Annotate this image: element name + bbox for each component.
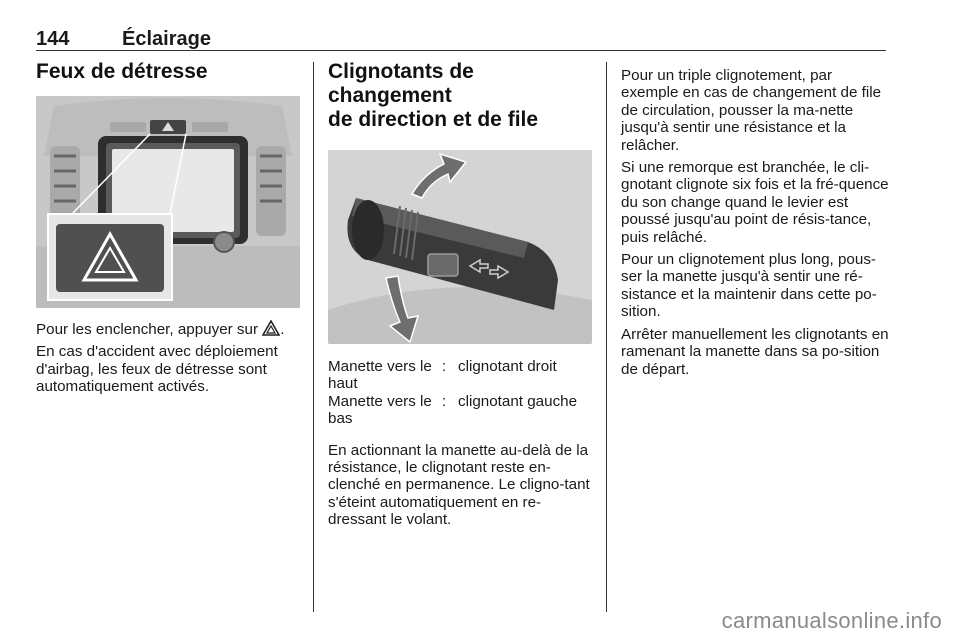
trailer-note: Si une remorque est branchée, le cli-gnotant clignote six fois et la fré-quence du son change quand le levier est poussé jusqu'au point de résis-tance, puis relâché. [621,159,889,246]
turn-signal-lever-illustration [328,150,592,344]
watermark: carmanualsonline.info [721,608,942,633]
lever-direction-list [328,358,592,428]
page-header [36,26,886,52]
column-divider-1 [313,62,314,612]
list-item: Manette vers le bas : clignotant gauche [328,392,578,428]
hazard-figure [36,96,300,308]
column-divider-2 [606,62,607,612]
middle-column [328,60,592,534]
hazard-airbag-note: En cas d'accident avec déploiement d'airbag, les feux de détresse sont automatiquement activés. [36,343,278,396]
turn-signal-permanent-note: En actionnant la manette au-delà de la résistance, le clignotant reste en-clenché en permanence. Le cligno-tant s'éteint automatiquement en re-dressant le volant. [328,441,590,529]
turn-signal-figure [328,150,592,344]
manual-stop-note: Arrêter manuellement les clignotants en ramenant la manette dans sa po-sition de départ. [621,325,889,378]
section-heading-hazard: Feux de détresse [36,60,208,83]
right-column [621,67,889,383]
section-heading-turn-signals: Clignotants de changement de direction et de file [328,60,539,131]
list-item: Manette vers le haut : clignotant droit [328,358,557,393]
long-flash-note: Pour un clignotement plus long, pous-ser la manette jusqu'à sentir une ré-sistance et la maintenir dans cette po-sition. [621,251,877,321]
hazard-instruction: Pour les enclencher, appuyer sur . [36,321,285,338]
header-divider [36,50,886,51]
chapter-title: Éclairage [122,28,211,50]
hazard-dashboard-illustration [36,96,300,308]
left-column [36,60,300,401]
page-number: 144 [36,28,70,50]
hazard-triangle-icon [262,320,280,336]
triple-flash-note: Pour un triple clignotement, par exemple en cas de changement de file de circulation, pousser la ma-nette jusqu'à sentir une résistance et la relâcher. [621,67,882,154]
